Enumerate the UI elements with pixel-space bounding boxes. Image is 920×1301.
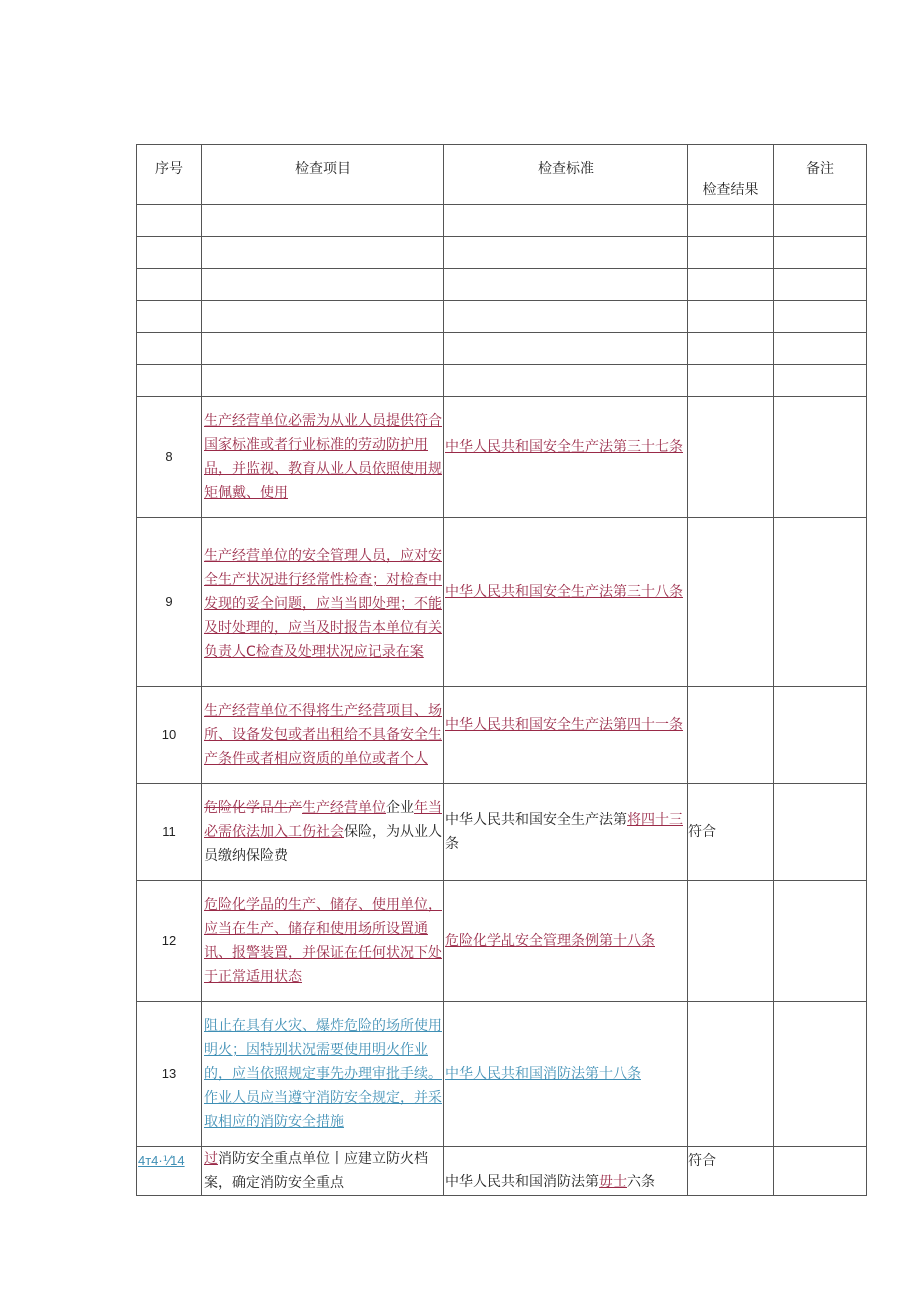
check-item (202, 397, 444, 518)
check-standard (444, 784, 688, 881)
check-result (688, 397, 774, 518)
cell (137, 269, 202, 301)
cell (774, 365, 867, 397)
check-standard (444, 687, 688, 784)
check-standard-plain-text: 中华人民共和国安全生产法第 (445, 812, 627, 828)
table-row-empty (137, 237, 867, 269)
table-row (137, 687, 867, 784)
cell (774, 205, 867, 237)
check-item-text: 生产经营单位不得将生产经营项目、场所、设备发包或者出租给不具备安全生产条件或者相应资质的单位或者个人 (204, 703, 442, 767)
check-standard (444, 397, 688, 518)
cell (202, 205, 444, 237)
check-standard-text: 中华人民共和国安全生产法第三十八条 (445, 584, 683, 600)
table-row-empty (137, 333, 867, 365)
cell (444, 237, 688, 269)
inspection-table-container (136, 144, 861, 1196)
table-row-empty (137, 301, 867, 333)
cell (688, 269, 774, 301)
cell (202, 301, 444, 333)
row-number (137, 1147, 202, 1196)
table-row-empty (137, 205, 867, 237)
inspection-table (136, 144, 867, 1196)
cell (774, 237, 867, 269)
cell (688, 365, 774, 397)
cell (137, 237, 202, 269)
note-cell (774, 881, 867, 1002)
note-cell (774, 687, 867, 784)
cell (444, 301, 688, 333)
note-cell (774, 1002, 867, 1147)
cell (137, 205, 202, 237)
check-standard-revised-text: 毋士 (599, 1174, 627, 1190)
note-cell (774, 784, 867, 881)
row-number-text: 4т4·⅟14 (138, 1153, 185, 1168)
cell (444, 205, 688, 237)
table-row (137, 881, 867, 1002)
table-header-row (137, 145, 867, 205)
header-no: 序号 (137, 145, 202, 205)
check-standard-plain-text: 中华人民共和国消防法第 (445, 1174, 599, 1190)
check-standard (444, 1147, 688, 1196)
check-standard-text: 中华人民共和国消防法第十八条 (445, 1066, 641, 1082)
check-item (202, 784, 444, 881)
header-standard: 检查标准 (444, 145, 688, 205)
check-standard (444, 881, 688, 1002)
table-row (137, 518, 867, 687)
check-item (202, 518, 444, 687)
header-note: 备注 (774, 145, 867, 205)
cell (202, 237, 444, 269)
cell (137, 301, 202, 333)
cell (774, 333, 867, 365)
cell (688, 205, 774, 237)
check-result: 符合 (688, 1147, 774, 1196)
row-number: 12 (137, 881, 202, 1002)
check-item-revised-text: 生产经营单位 (302, 800, 386, 816)
check-item (202, 1002, 444, 1147)
check-item-text: 危险化学品的生产、储存、使用单位，应当在生产、储存和使用场所设置通讯、报警装置，并保证在任何状况下处于正常适用状态 (204, 897, 442, 985)
table-row (137, 397, 867, 518)
check-result (688, 1002, 774, 1147)
note-cell (774, 397, 867, 518)
table-row-empty (137, 365, 867, 397)
check-result (688, 518, 774, 687)
row-number: 13 (137, 1002, 202, 1147)
cell (688, 237, 774, 269)
row-number: 11 (137, 784, 202, 881)
row-number: 10 (137, 687, 202, 784)
check-item (202, 1147, 444, 1196)
cell (444, 365, 688, 397)
cell (137, 333, 202, 365)
check-item-plain-text: 消防安全重点单位丨应建立防火档案，确定消防安全重点 (204, 1151, 428, 1191)
note-cell (774, 518, 867, 687)
cell (202, 365, 444, 397)
check-result (688, 687, 774, 784)
check-result (688, 881, 774, 1002)
check-result: 符合 (688, 784, 774, 881)
check-standard (444, 518, 688, 687)
cell (202, 269, 444, 301)
check-standard-text: 危险化学乩安全管理条例第十八条 (445, 933, 655, 949)
check-standard-text: 中华人民共和国安全生产法第四十一条 (445, 717, 683, 733)
check-item-struck-text: 危险化学品生产 (204, 800, 302, 816)
row-number: 9 (137, 518, 202, 687)
cell (137, 365, 202, 397)
check-item-text: 生产经营单位必需为从业人员提供符合国家标准或者行业标准的劳动防护用品，并监视、教育从业人员依照使用规矩佩戴、使用 (204, 413, 442, 501)
check-item-text: 生产经营单位的安全管理人员，应对安全生产状况进行经常性检查；对检查中发现的妥全问题，应当当即处理；不能及时处理的，应当及时报告本单位有关负责人C检查及处理状况应记录在案 (204, 548, 442, 660)
cell (202, 333, 444, 365)
cell (444, 333, 688, 365)
cell (688, 301, 774, 333)
check-item-revised-text: 年当必需依法加入工伤社会 (204, 800, 442, 840)
check-item-plain-text: 企业 (386, 800, 414, 816)
row-number: 8 (137, 397, 202, 518)
check-item (202, 881, 444, 1002)
check-item-revised-text: 过 (204, 1151, 218, 1167)
header-result: 检查结果 (688, 145, 774, 205)
cell (688, 333, 774, 365)
check-standard (444, 1002, 688, 1147)
check-standard-tail-text: 条 (445, 836, 459, 852)
cell (444, 269, 688, 301)
check-standard-tail-text: 六条 (627, 1174, 655, 1190)
cell (774, 269, 867, 301)
header-item: 检查项目 (202, 145, 444, 205)
check-item-plain-text: 保险，为从业人员缴纳保险费 (204, 824, 442, 864)
table-row-empty (137, 269, 867, 301)
table-row (137, 1147, 867, 1196)
table-row (137, 1002, 867, 1147)
table-row (137, 784, 867, 881)
check-item (202, 687, 444, 784)
cell (774, 301, 867, 333)
check-item-text: 阻止在具有火灾、爆炸危险的场所使用明火；因特别状况需要使用明火作业的，应当依照规定事先办理审批手续。作业人员应当遵守消防安全规定，并采取相应的消防安全措施 (204, 1018, 442, 1130)
check-standard-revised-text: 将四十三 (627, 812, 683, 828)
note-cell (774, 1147, 867, 1196)
check-standard-text: 中华人民共和国安全生产法第三十七条 (445, 439, 683, 455)
